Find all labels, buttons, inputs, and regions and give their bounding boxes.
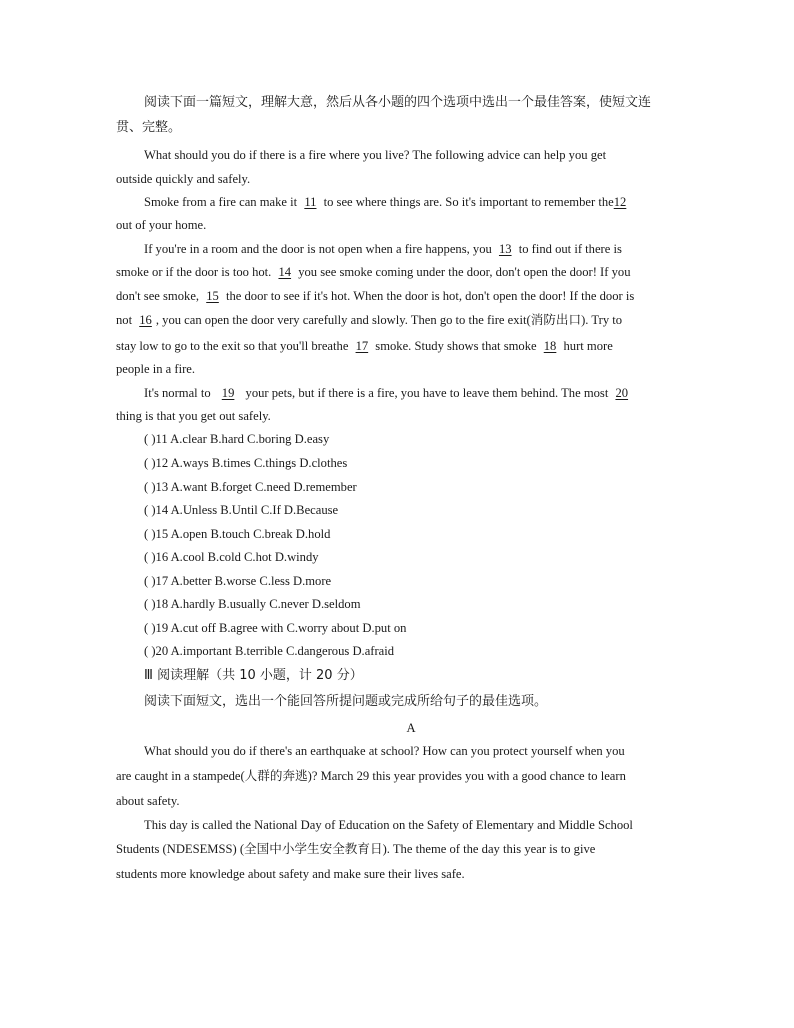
text-span: , you can open the door very carefully and slowly. Then go to the fire exit(消防出口). Try to: [155, 313, 623, 327]
paragraph-4-line-2: thing is that you get out safely.: [116, 409, 271, 423]
instruction-line-2: 贯、完整。: [116, 120, 182, 135]
paragraph-3-line-1: [144, 241, 704, 257]
passage-a-line-3: about safety.: [116, 794, 180, 808]
passage-a-line-1: What should you do if there's an earthquake at school? How can you protect yourself when you: [144, 744, 625, 758]
paragraph-4-line-1: [144, 385, 704, 401]
passage-b-line-2: Students (NDESEMSS) (全国中小学生安全教育日). The theme of the day this year is to give: [116, 842, 596, 856]
option-row: ( )16 A.cool B.cold C.hot D.windy: [144, 550, 319, 564]
text-span: your pets, but if there is a fire, you have to leave them behind. The most: [242, 386, 612, 400]
cloze-instruction-cont: [116, 120, 676, 136]
passage-b-line-1: This day is called the National Day of Education on the Safety of Elementary and Middle School: [144, 818, 633, 832]
option-row: ( )11 A.clear B.hard C.boring D.easy: [144, 432, 330, 446]
blank-18: 18: [543, 339, 557, 353]
text-span: the door to see if it's hot. When the door is hot, don't open the door! If the door is: [222, 289, 635, 303]
passage-a-line-2: are caught in a stampede(人群的奔逃)? March 29 this year provides you with a good chance to learn: [116, 769, 626, 783]
section-title: Ⅲ 阅读理解（共 10 小题，计 20 分）: [144, 668, 363, 683]
option-row: ( )20 A.important B.terrible C.dangerous D.afraid: [144, 644, 395, 658]
option-row: ( )15 A.open B.touch C.break D.hold: [144, 527, 331, 541]
passage-b-line-3: students more knowledge about safety and make sure their lives safe.: [116, 867, 465, 881]
blank-14: 14: [278, 265, 292, 279]
text-span: you see smoke coming under the door, don't open the door! If you: [295, 265, 631, 279]
text-span: don't see smoke,: [116, 289, 203, 303]
paragraph-3-line-4: [116, 312, 676, 328]
text-span: to see where things are. So it's important to remember the: [320, 195, 614, 209]
paragraph-1-line-2: outside quickly and safely.: [116, 172, 251, 186]
passage-letter: A: [406, 721, 416, 735]
paragraph-3-line-5: [116, 338, 676, 354]
option-row: ( )18 A.hardly B.usually C.never D.seldom: [144, 597, 361, 611]
section-instruction: 阅读下面短文，选出一个能回答所提问题或完成所给句子的最佳选项。: [144, 694, 548, 709]
text-span: hurt more: [560, 339, 613, 353]
option-row: ( )17 A.better B.worse C.less D.more: [144, 574, 332, 588]
text-span: If you're in a room and the door is not open when a fire happens, you: [144, 242, 495, 256]
paragraph-3-line-2: [116, 264, 676, 280]
blank-13: 13: [498, 242, 512, 256]
text-span: not: [116, 313, 136, 327]
text-span: to find out if there is: [515, 242, 622, 256]
paragraph-3-line-6: people in a fire.: [116, 362, 196, 376]
option-row: ( )14 A.Unless B.Until C.If D.Because: [144, 503, 339, 517]
text-span: smoke. Study shows that smoke: [372, 339, 540, 353]
blank-19: 19: [221, 386, 235, 400]
text-span: Smoke from a fire can make it: [144, 195, 301, 209]
blank-12: 12: [613, 195, 627, 209]
text-span: smoke or if the door is too hot.: [116, 265, 275, 279]
text-span: stay low to go to the exit so that you'll breathe: [116, 339, 352, 353]
paragraph-2-line-2: out of your home.: [116, 218, 207, 232]
blank-11: 11: [304, 195, 317, 209]
paragraph-3-line-3: [116, 288, 676, 304]
cloze-instruction: [144, 95, 704, 111]
blank-17: 17: [355, 339, 369, 353]
instruction-line-1: 阅读下面一篇短文，理解大意，然后从各小题的四个选项中选出一个最佳答案，使短文连: [144, 95, 652, 110]
blank-16: 16: [139, 313, 152, 327]
option-row: ( )13 A.want B.forget C.need D.remember: [144, 480, 357, 494]
option-row: ( )12 A.ways B.times C.things D.clothes: [144, 456, 348, 470]
paragraph-2-line-1: [144, 194, 704, 210]
blank-20: 20: [615, 386, 629, 400]
blank-15: 15: [206, 289, 219, 303]
option-row: ( )19 A.cut off B.agree with C.worry about D.put on: [144, 621, 407, 635]
paragraph-1-line-1: What should you do if there is a fire where you live? The following advice can help you get: [144, 148, 607, 162]
text-span: It's normal to: [144, 386, 214, 400]
